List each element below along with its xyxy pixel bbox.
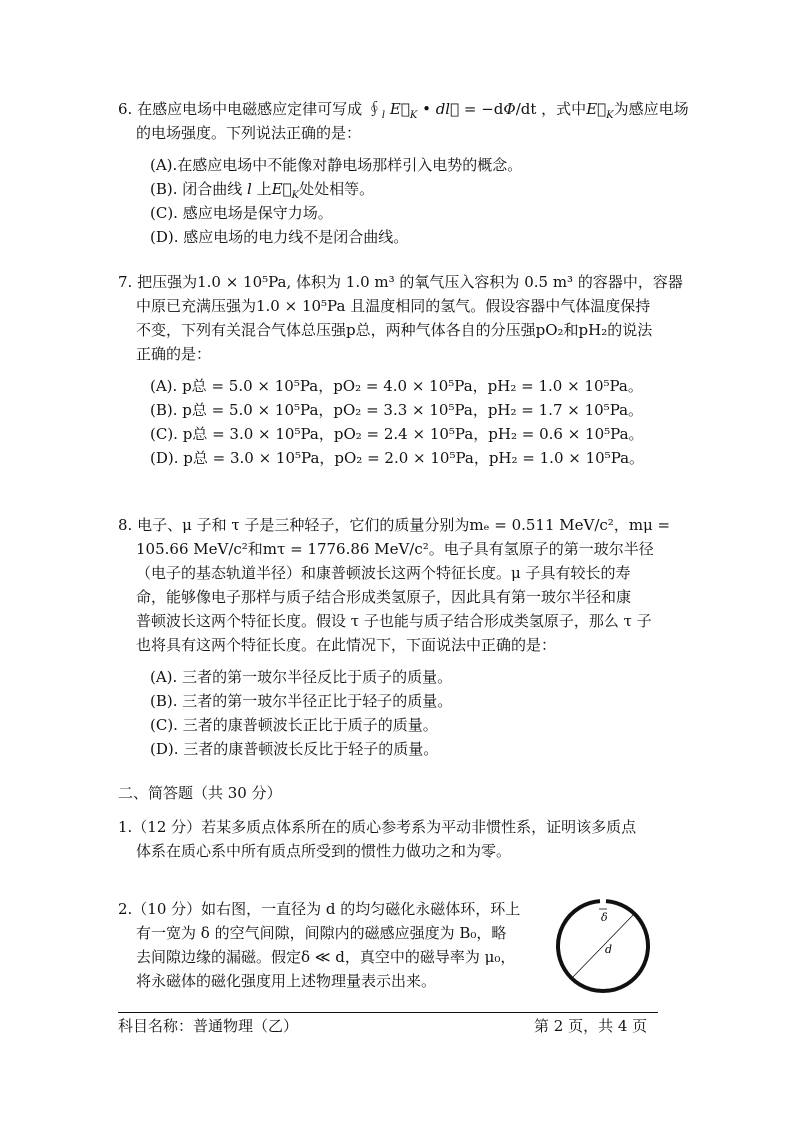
q7-stem-line4: 正确的是： bbox=[136, 345, 212, 363]
question-6 bbox=[118, 97, 689, 249]
q6-stem-line2: 的电场强度。下列说法正确的是： bbox=[136, 124, 362, 142]
footer-page-number: 第 2 页，共 4 页 bbox=[534, 1017, 648, 1035]
magnet-ring-figure bbox=[553, 897, 653, 995]
short-answer-1 bbox=[118, 815, 678, 863]
q8-option-b: (B). 三者的第一玻尔半径正比于轻子的质量。 bbox=[150, 692, 453, 710]
footer-subject: 科目名称：普通物理（乙） bbox=[118, 1017, 299, 1035]
q8-option-d: (D). 三者的康普顿波长反比于轻子的质量。 bbox=[150, 740, 439, 758]
q7-stem-line1: 7. 把压强为1.0 × 10⁵Pa, 体积为 1.0 m³ 的氧气压入容积为 0.5 m³ 的容器中，容器 bbox=[118, 273, 683, 291]
q8-stem-line5: 普顿波长这两个特征长度。假设 τ 子也能与质子结合形成类氢原子，那么 τ 子 bbox=[136, 612, 652, 630]
q6-text-c: 为感应电场 bbox=[613, 100, 689, 118]
q8-stem-line3: （电子的基态轨道半径）和康普顿波长这两个特征长度。μ 子具有较长的寿 bbox=[136, 564, 631, 582]
sa1-line2: 体系在质心系中所有质点所受到的惯性力做功之和为零。 bbox=[136, 842, 512, 860]
diameter-label: d bbox=[605, 943, 613, 956]
question-8 bbox=[118, 513, 678, 761]
q6-integral-sign: ∮ bbox=[366, 100, 382, 118]
q7-stem-line2: 中原已充满压强为1.0 × 10⁵Pa 且温度相同的氢气。假设容器中气体温度保持 bbox=[136, 297, 651, 315]
q7-option-a: (A). p总 = 5.0 × 10⁵Pa，pO₂ = 4.0 × 10⁵Pa，pH₂ = 1.0 × 10⁵Pa。 bbox=[150, 377, 643, 395]
gap-label: δ bbox=[601, 911, 608, 924]
q6-formula: $∮_l$ $E⃗_K$ • dl⃗ = −dΦ/dt bbox=[366, 100, 537, 121]
q8-option-c: (C). 三者的康普顿波长正比于质子的质量。 bbox=[150, 716, 438, 734]
q6-option-a: (A).在感应电场中不能像对静电场那样引入电势的概念。 bbox=[150, 156, 523, 174]
q8-option-a: (A). 三者的第一玻尔半径反比于质子的质量。 bbox=[150, 668, 453, 686]
q8-stem-line2: 105.66 MeV/c²和mτ = 1776.86 MeV/c²。电子具有氢原子的第一玻尔半径 bbox=[136, 540, 654, 558]
q7-stem-line3: 不变，下列有关混合气体总压强p总，两种气体各自的分压强pO₂和pH₂的说法 bbox=[136, 321, 653, 339]
section-2-heading: 二、简答题（共 30 分） bbox=[118, 784, 282, 802]
q6-option-b-pre: (B). 闭合曲线 bbox=[150, 180, 243, 198]
q6-option-b-post: 处处相等。 bbox=[299, 180, 375, 198]
q8-stem-line4: 命，能够像电子那样与质子结合形成类氢原子，因此具有第一玻尔半径和康 bbox=[136, 588, 632, 606]
q6-stem-line1: 6. 在感应电场中电磁感应定律可写成 $∮_l$ $E⃗_K$ • dl⃗ = −dΦ/dt ，式中$E⃗_K$为感应电场 bbox=[118, 100, 689, 121]
q6-text-a: 6. 在感应电场中电磁感应定律可写成 bbox=[118, 100, 363, 118]
q8-stem-line6: 也将具有这两个特征长度。在此情况下，下面说法中正确的是： bbox=[136, 636, 557, 654]
q6-option-d: (D). 感应电场的电力线不是闭合曲线。 bbox=[150, 228, 409, 246]
sa2-line4: 将永磁体的磁化强度用上述物理量表示出来。 bbox=[136, 972, 437, 990]
q7-option-b: (B). p总 = 5.0 × 10⁵Pa，pO₂ = 3.3 × 10⁵Pa，pH₂ = 1.7 × 10⁵Pa。 bbox=[150, 401, 644, 419]
q6-option-b: (B). 闭合曲线 l 上$E⃗_K$处处相等。 bbox=[150, 180, 375, 201]
sa2-line2: 有一宽为 δ 的空气间隙，间隙内的磁感应强度为 B₀，略 bbox=[136, 924, 507, 942]
q6-option-c: (C). 感应电场是保守力场。 bbox=[150, 204, 333, 222]
sa1-line1: 1.（12 分）若某多质点体系所在的质心参考系为平动非惯性系，证明该多质点 bbox=[118, 818, 637, 836]
q7-option-d: (D). p总 = 3.0 × 10⁵Pa，pO₂ = 2.0 × 10⁵Pa，pH₂ = 1.0 × 10⁵Pa。 bbox=[150, 449, 645, 467]
footer-rule bbox=[118, 1012, 658, 1013]
q6-text-b: ，式中 bbox=[541, 100, 587, 118]
q8-stem-line1: 8. 电子、μ 子和 τ 子是三种轻子，它们的质量分别为mₑ = 0.511 MeV/c²，mμ = bbox=[118, 516, 671, 534]
short-answer-2 bbox=[118, 897, 548, 993]
sa2-line3: 去间隙边缘的漏磁。假定δ ≪ d，真空中的磁导率为 μ₀， bbox=[136, 948, 516, 966]
q7-option-c: (C). p总 = 3.0 × 10⁵Pa，pO₂ = 2.4 × 10⁵Pa，pH₂ = 0.6 × 10⁵Pa。 bbox=[150, 425, 644, 443]
sa2-line1: 2.（10 分）如右图，一直径为 d 的均匀磁化永磁体环，环上 bbox=[118, 900, 521, 918]
question-7 bbox=[118, 270, 683, 470]
